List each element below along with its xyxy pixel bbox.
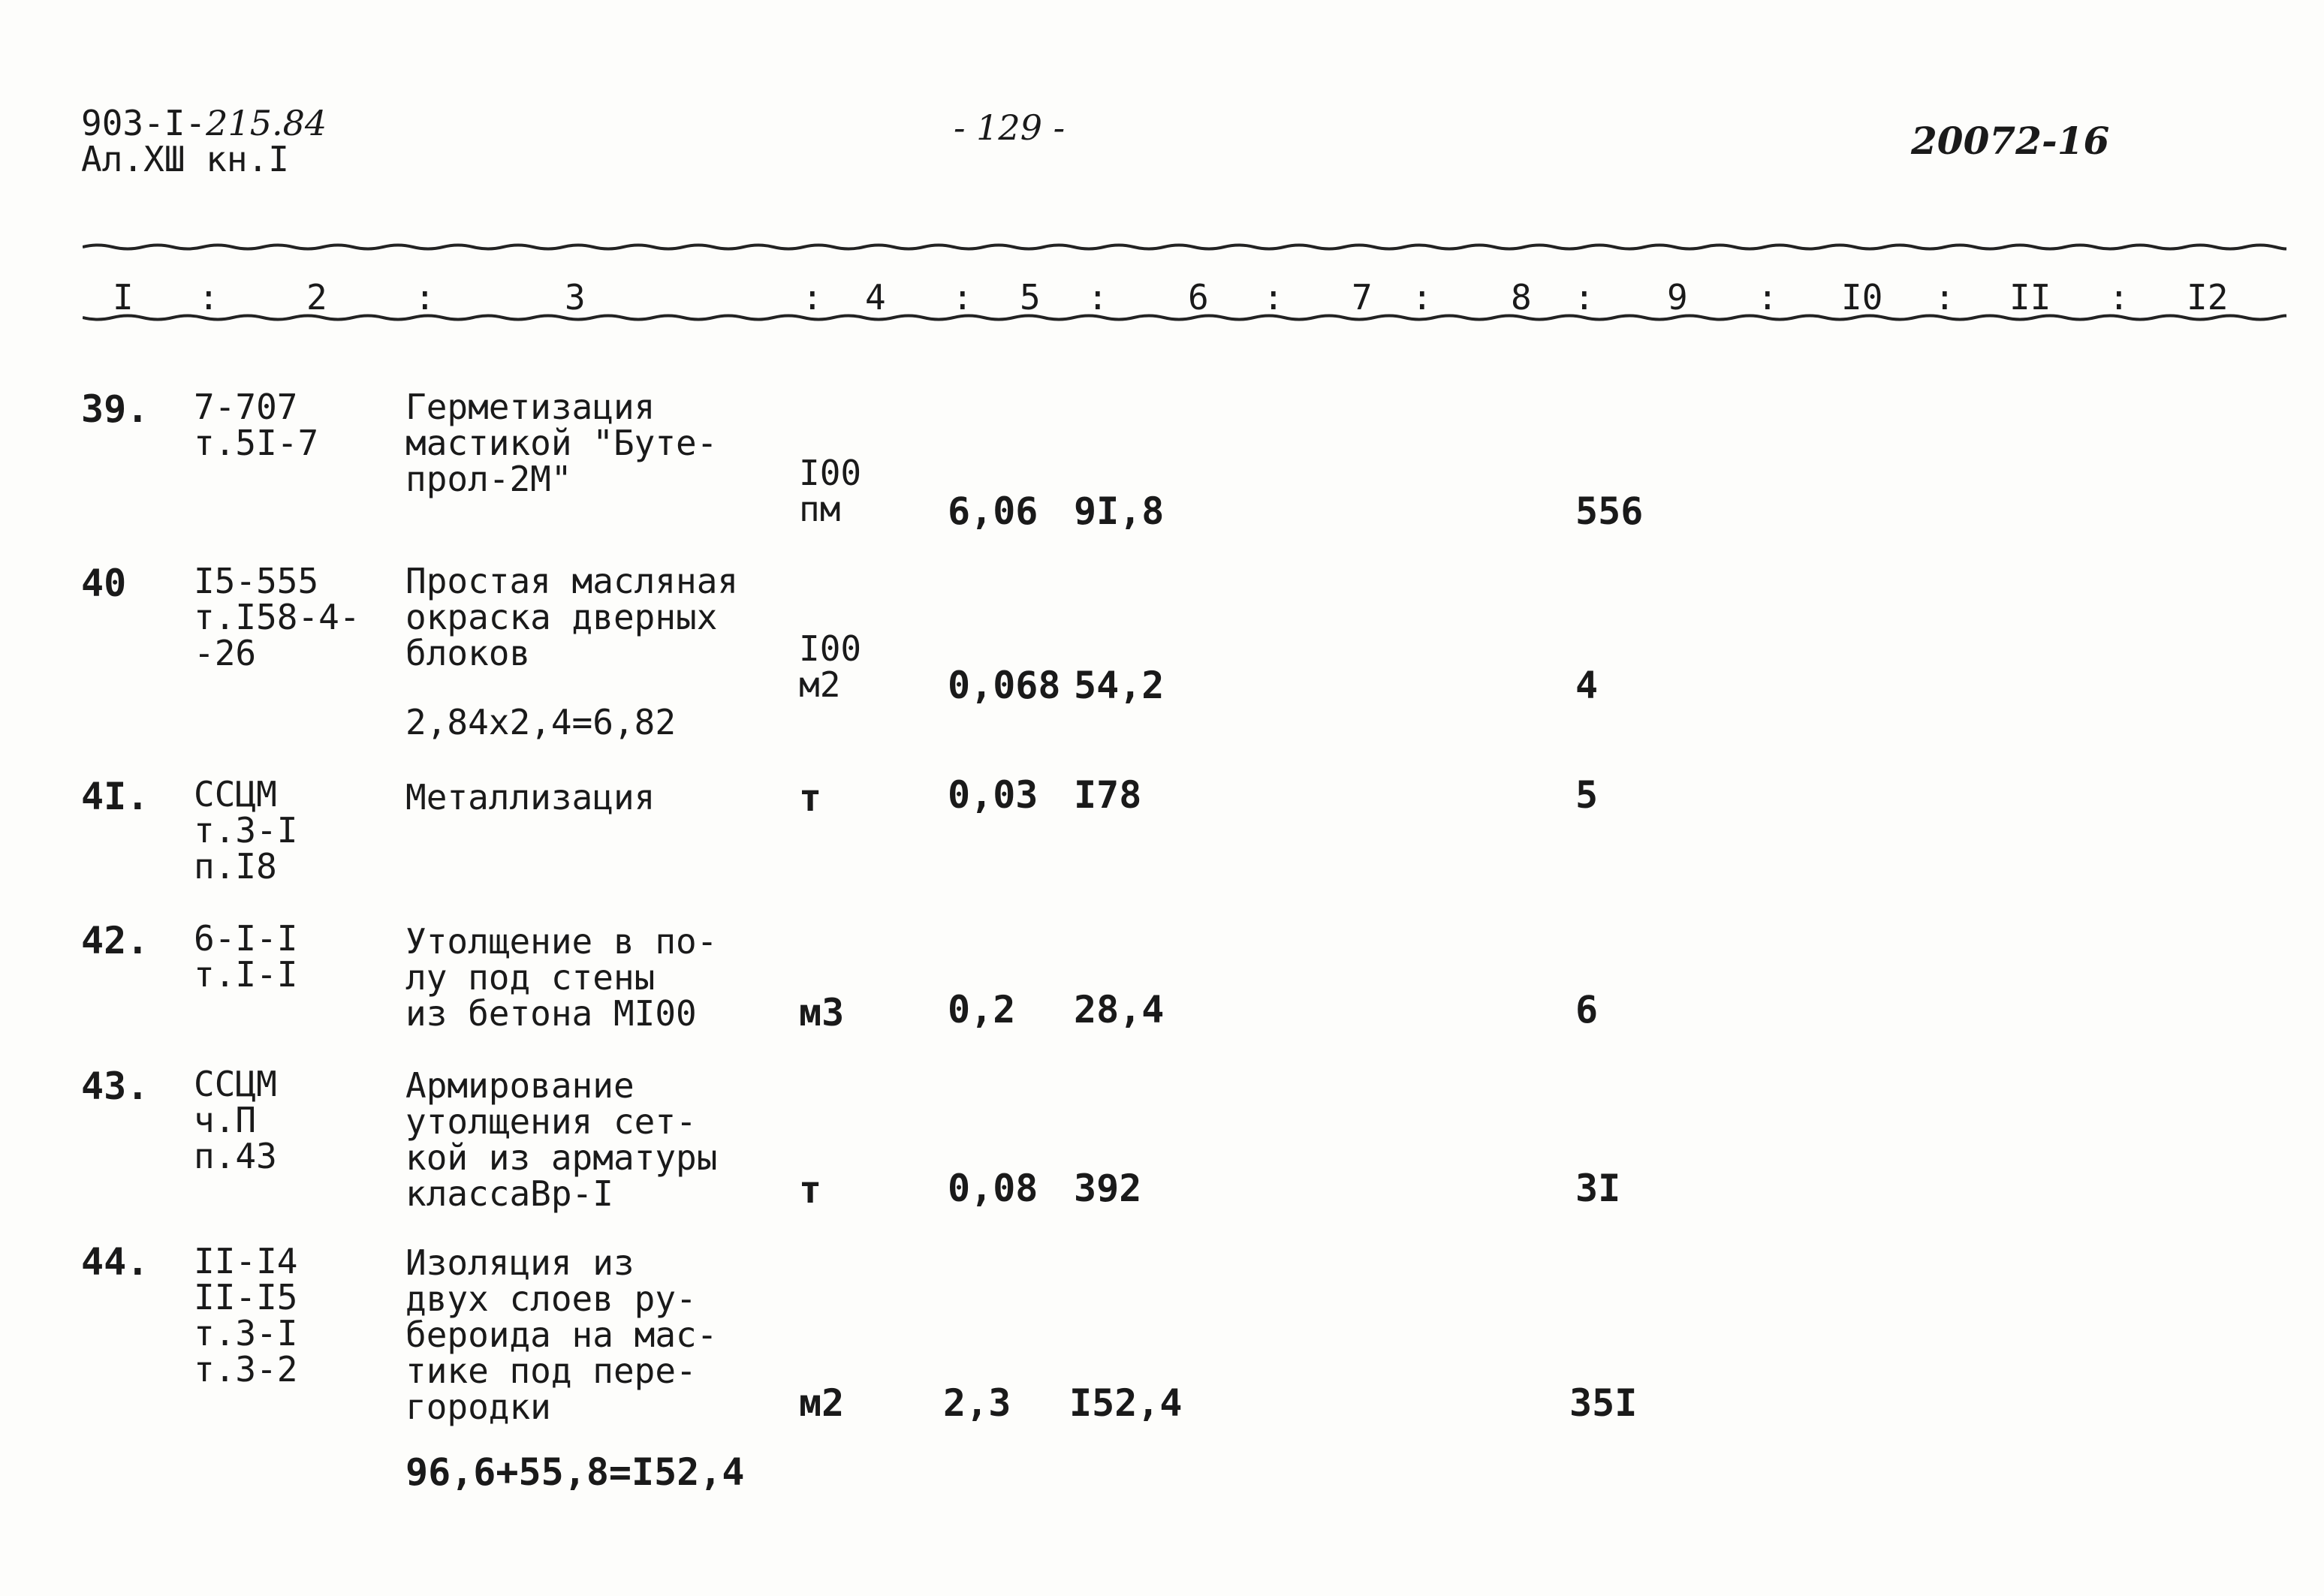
row-unit-price: 9I,8 xyxy=(1074,489,1165,533)
column-number: 7 xyxy=(1352,277,1373,318)
row-norm-code: I5-555 т.I58-4- -26 xyxy=(194,561,360,673)
row-number: 40 xyxy=(81,562,127,605)
album-line: Ал.XШ кн.I xyxy=(81,139,289,179)
column-number: 6 xyxy=(1188,277,1209,318)
page-number: - 129 - xyxy=(954,107,1066,148)
row-calculation: 96,6+55,8=I52,4 xyxy=(405,1450,745,1494)
column-separator: : xyxy=(1087,277,1108,318)
row-norm-code: 6-I-I т.I-I xyxy=(194,918,298,995)
row-total: 6 xyxy=(1575,988,1599,1031)
row-total: 4 xyxy=(1575,664,1599,707)
row-unit: м2 xyxy=(799,1381,845,1425)
column-separator: : xyxy=(1934,277,1955,318)
column-separator: : xyxy=(952,277,973,318)
column-number: 4 xyxy=(865,277,886,318)
column-number: 8 xyxy=(1511,277,1532,318)
column-number: 9 xyxy=(1667,277,1688,318)
row-unit-price: I78 xyxy=(1074,773,1142,817)
row-description: Простая масляная окраска дверных блоков xyxy=(405,561,739,673)
row-total: 556 xyxy=(1575,489,1644,533)
column-number: II xyxy=(2009,277,2051,318)
column-number: I xyxy=(113,277,134,318)
row-calculation: 2,84х2,4=6,82 xyxy=(405,702,677,742)
row-total: 3I xyxy=(1575,1167,1621,1210)
row-number: 42. xyxy=(81,919,149,962)
row-total: 35I xyxy=(1569,1381,1638,1425)
row-norm-code: ССЦМ т.3-I п.I8 xyxy=(194,774,298,887)
row-total: 5 xyxy=(1575,773,1599,817)
column-number: 2 xyxy=(306,277,327,318)
doc-number: 20072-16 xyxy=(1911,119,2110,163)
row-description: Изоляция из двух слоев ру- бероида на мас- тике под пере- городки xyxy=(405,1242,718,1427)
row-unit: I00 пм xyxy=(799,453,862,529)
row-unit-price: 54,2 xyxy=(1074,664,1165,707)
column-number: I2 xyxy=(2187,277,2229,318)
column-separator: : xyxy=(1757,277,1778,318)
row-number: 44. xyxy=(81,1240,149,1284)
row-number: 39. xyxy=(81,387,149,431)
row-unit: I00 м2 xyxy=(799,628,862,705)
row-description: Герметизация мастикой "Буте- прол-2М" xyxy=(405,387,718,499)
row-quantity: 0,068 xyxy=(948,664,1061,707)
row-unit: т xyxy=(799,776,822,820)
row-unit: т xyxy=(799,1168,822,1212)
row-unit: м3 xyxy=(799,991,845,1034)
row-unit-price: 28,4 xyxy=(1074,988,1165,1031)
column-separator: : xyxy=(1263,277,1284,318)
column-separator: : xyxy=(2108,277,2130,318)
row-norm-code: II-I4 II-I5 т.3-I т.3-2 xyxy=(194,1241,298,1390)
series-handwritten: 215.84 xyxy=(206,103,327,143)
column-number: 5 xyxy=(1020,277,1041,318)
row-unit-price: I52,4 xyxy=(1069,1381,1183,1425)
column-separator: : xyxy=(802,277,823,318)
document-code xyxy=(81,105,327,141)
row-norm-code: ССЦМ ч.П п.43 xyxy=(194,1064,277,1176)
row-number: 43. xyxy=(81,1065,149,1108)
column-separator: : xyxy=(1412,277,1433,318)
row-description: Армирование утолщения сет- кой из арматуры классаВр-I xyxy=(405,1065,718,1214)
row-unit-price: 392 xyxy=(1074,1167,1142,1210)
column-number: 3 xyxy=(565,277,586,318)
column-separator: : xyxy=(1574,277,1595,318)
series-prefix: 903-I- xyxy=(81,103,206,143)
row-quantity: 0,03 xyxy=(948,773,1038,817)
row-quantity: 2,3 xyxy=(943,1381,1011,1425)
row-norm-code: 7-707 т.5I-7 xyxy=(194,387,319,463)
row-quantity: 0,2 xyxy=(948,988,1016,1031)
row-quantity: 6,06 xyxy=(948,489,1038,533)
row-description: Утолщение в по- лу под стены из бетона МI00 xyxy=(405,921,718,1034)
row-quantity: 0,08 xyxy=(948,1167,1038,1210)
column-separator: : xyxy=(198,277,219,318)
row-description: Металлизация xyxy=(405,777,656,818)
row-number: 4I. xyxy=(81,775,149,818)
column-separator: : xyxy=(414,277,436,318)
column-number: I0 xyxy=(1841,277,1883,318)
